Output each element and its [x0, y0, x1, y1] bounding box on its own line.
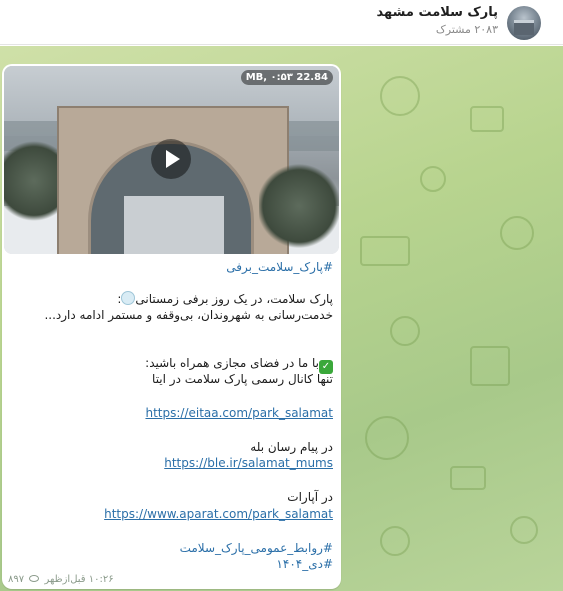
video-size-duration: 22.84 MB, ۰:۵۳ [241, 70, 333, 85]
channel-title[interactable]: پارک سلامت مشهد [376, 5, 498, 20]
check-mark-emoji: ✓ [319, 360, 333, 374]
eye-icon [29, 575, 39, 582]
hashtag-link[interactable]: #پارک_سلامت_برفی [226, 260, 333, 274]
channel-avatar[interactable] [507, 6, 541, 40]
subscriber-count: ۲۰۸۳ مشترک [435, 23, 498, 36]
hashtag-link[interactable]: #دی_۱۴۰۴ [276, 557, 333, 571]
eitaa-link[interactable]: https://eitaa.com/park_salamat [145, 406, 333, 420]
bale-link[interactable]: https://ble.ir/salamat_mums [164, 456, 333, 470]
message-line: خدمت‌رسانی به شهروندان، بی‌وقفه و مستمر ادامه دارد... [44, 308, 333, 322]
message-line: پارک سلامت، در یک روز برفی زمستانی: [117, 292, 333, 306]
message-line: ✓با ما در فضای مجازی همراه باشید: [145, 355, 333, 374]
play-icon[interactable] [151, 139, 191, 179]
message-time: ۱۰:۲۶ قبل‌ازظهر [44, 574, 114, 585]
view-count: ۸۹۷ [8, 574, 25, 585]
snowman-emoji [121, 291, 135, 305]
chat-background [0, 46, 563, 591]
message-bubble[interactable] [2, 64, 341, 589]
hashtag-link[interactable]: #روابط_عمومی_پارک_سلامت [179, 541, 333, 555]
chat-header [0, 0, 563, 45]
message-line: در آپارات [287, 490, 333, 504]
video-thumbnail[interactable] [4, 66, 339, 254]
message-line: در پیام رسان بله [250, 440, 333, 454]
aparat-link[interactable]: https://www.aparat.com/park_salamat [104, 507, 333, 521]
message-meta [8, 574, 114, 585]
message-line: تنها کانال رسمی پارک سلامت در ایتا [152, 372, 333, 386]
